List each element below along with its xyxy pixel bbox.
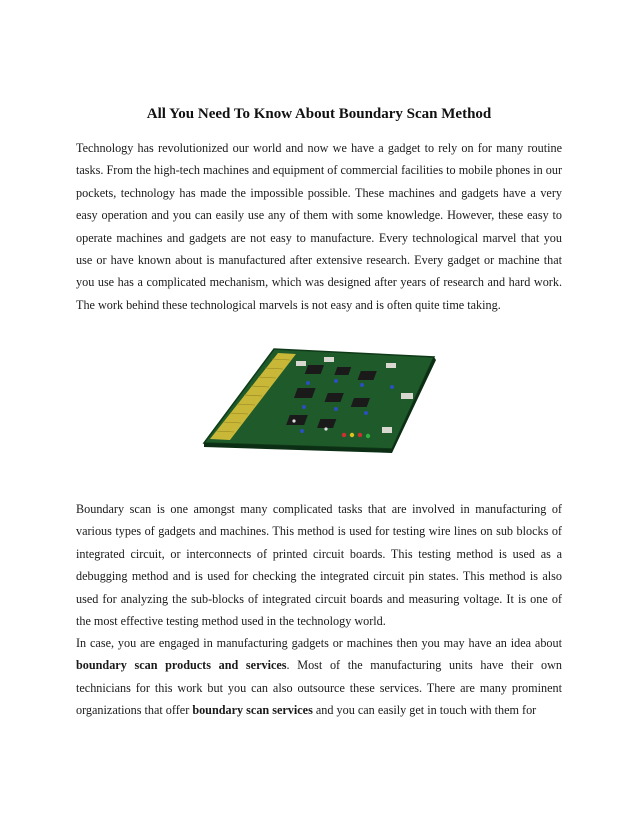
services-text-2: . Most of the manufacturing units have their own technicians for this work but you can also outsource these services. There are many prominent organizations that offer [76, 658, 562, 718]
page-title: All You Need To Know About Boundary Scan Method [146, 106, 492, 122]
services-paragraph [76, 632, 562, 722]
bold-phrase-products-services: boundary scan products and services [76, 658, 287, 673]
services-text-1: In case, you are engaged in manufacturing gadgets or machines then you may have an idea about [76, 636, 562, 650]
bold-phrase-services: boundary scan services [192, 703, 313, 718]
circuit-board-image [196, 343, 442, 453]
intro-paragraph: Technology has revolutionized our world and now we have a gadget to rely on for many routine tasks. From the high-tech machines and equipment of commercial facilities to mobile phones in our pockets, technology has made the impossible possible. These machines and gadgets have a very easy operation and you can easily use any of them with some knowledge. However, these easy to operate machines and gadgets are not easy to manufacture. Every technological marvel that you use or have known about is manufactured after extensive research. Every gadget or machine that you use has a complicated mechanism, which was designed after years of research and hard work. The work behind these technological marvels is not easy and is often quite time taking. [76, 141, 562, 312]
services-text-3: and you can easily get in touch with them for [312, 703, 537, 718]
boundary-scan-paragraph: Boundary scan is one amongst many complicated tasks that are involved in manufacturing of various types of gadgets and machines. This method is used for testing wire lines on sub blocks of integrated circuit, or interconnects of printed circuit boards. This testing method is used as a debugging method and is used for checking the integrated circuit pin states. This method is also used for analyzing the sub-blocks of integrated circuit boards and measuring voltage. It is one of the most effective testing method used in the technology world. [76, 502, 562, 629]
